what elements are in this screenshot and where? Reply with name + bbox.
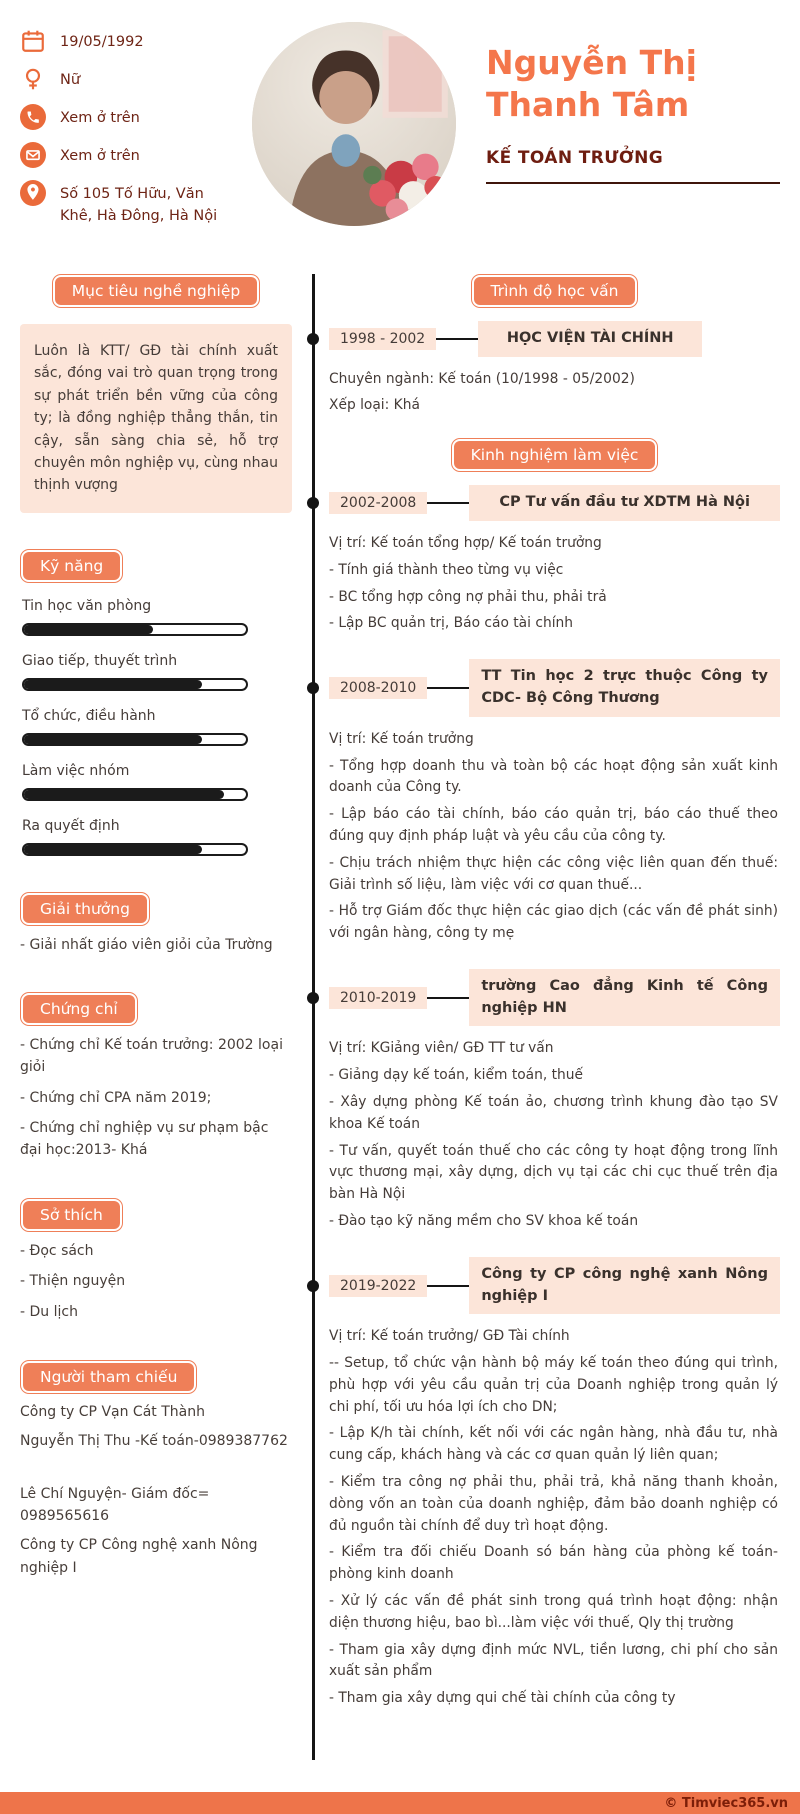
candidate-name-line1: Nguyễn Thị [486, 43, 697, 82]
contact-item-address [20, 180, 252, 228]
detail-line: - Tư vấn, quyết toán thuế cho các công ty hoạt động trong lĩnh vực thương mại, xây dựng, dịch vụ tại các chi cục thuế trên địa bàn Hà Nội [329, 1142, 778, 1203]
hobby-item: - Du lịch [20, 1304, 78, 1321]
left-column [20, 274, 312, 1586]
job-title: KẾ TOÁN TRƯỞNG [486, 148, 780, 184]
timeline-dot [307, 682, 319, 694]
awards-section [20, 892, 292, 957]
header [0, 0, 800, 240]
reference-line: Nguyễn Thị Thu -Kế toán-0989387762 [20, 1433, 288, 1450]
detail-line: - Tính giá thành theo từng vụ việc [329, 561, 564, 578]
detail-line: - Đào tạo kỹ năng mềm cho SV khoa kế toán [329, 1212, 639, 1229]
certificate-item: - Chứng chỉ nghiệp vụ sư phạm bậc đại học:2013- Khá [20, 1120, 269, 1159]
timeline-period: 2019-2022 [329, 1275, 427, 1297]
birthday-text: 19/05/1992 [60, 34, 144, 50]
detail-line: - Lập báo cáo tài chính, báo cáo quản trị, báo cáo thuế theo đúng quy định pháp luật và yêu cầu của công ty. [329, 806, 778, 844]
hobby-item: - Thiện nguyện [20, 1273, 126, 1290]
detail-line: - Kiểm tra đối chiếu Doanh só bán hàng của phòng kế toán- phòng kinh doanh [329, 1544, 778, 1583]
reference-line: Công ty CP Công nghệ xanh Nông nghiệp I [20, 1537, 258, 1576]
detail-line: Chuyên ngành: Kế toán (10/1998 - 05/2002) [329, 370, 635, 387]
detail-line: Xếp loại: Khá [329, 397, 420, 414]
timeline-title: trường Cao đẳng Kinh tế Công nghiệp HN [469, 969, 780, 1027]
reference-line: Lê Chí Nguyện- Giám đốc= 0989565616 [20, 1485, 210, 1525]
right-column [312, 274, 780, 1760]
education-entry [329, 321, 780, 417]
section-heading-objective: Mục tiêu nghề nghiệp [55, 277, 257, 305]
contact-block [20, 22, 252, 240]
timeline-title: HỌC VIỆN TÀI CHÍNH [478, 321, 702, 357]
detail-line: - Tham gia xây dựng qui chế tài chính của công ty [329, 1690, 676, 1707]
certificate-item: - Chứng chỉ Kế toán trưởng: 2002 loại giỏi [20, 1037, 283, 1076]
skill-item [22, 653, 292, 691]
timeline-connector [427, 997, 469, 999]
certificates-section [20, 992, 292, 1161]
experience-entry [329, 1257, 780, 1710]
detail-line: - Giảng dạy kế toán, kiểm toán, thuế [329, 1067, 584, 1084]
skill-label: Làm việc nhóm [22, 762, 130, 779]
section-heading-education: Trình độ học vấn [474, 277, 636, 305]
detail-line: - Xử lý các vấn đề phát sinh trong quá trình hoạt động: nhận diện thương hiệu, bao bì...làm việc với thuế, Qly thị trường [329, 1593, 778, 1631]
phone-icon [20, 104, 46, 130]
detail-line: - Tham gia xây dựng định mức NVL, tiền lương, chi phí cho sản xuất sản phẩm [329, 1641, 778, 1680]
skill-fill [24, 735, 202, 744]
email-icon [20, 142, 46, 168]
detail-line: - Hỗ trợ Giám đốc thực hiện các giao dịch (các vấn đề phát sinh) với ngân hàng, công ty mẹ [329, 903, 778, 942]
skill-bar [22, 678, 248, 691]
gender-text: Nữ [60, 72, 81, 88]
timeline-period: 2008-2010 [329, 677, 427, 699]
email-text: Xem ở trên [60, 148, 140, 164]
skill-bar [22, 733, 248, 746]
skill-label: Ra quyết định [22, 817, 120, 834]
skill-label: Tổ chức, điều hành [22, 707, 156, 724]
address-text: Số 105 Tố Hữu, Văn Khê, Hà Đông, Hà Nội [60, 186, 218, 225]
skill-bar [22, 843, 248, 856]
certificate-item: - Chứng chỉ CPA năm 2019; [20, 1089, 212, 1106]
timeline-connector [427, 1285, 469, 1287]
timeline-dot [307, 497, 319, 509]
section-heading-hobbies: Sở thích [23, 1201, 120, 1229]
main-content [0, 240, 800, 1760]
section-heading-references: Người tham chiếu [23, 1363, 194, 1391]
skill-bar [22, 788, 248, 801]
skill-item [22, 763, 292, 801]
timeline-dot [307, 1280, 319, 1292]
hobbies-section [20, 1198, 292, 1324]
timeline-period: 2002-2008 [329, 492, 427, 514]
experience-entry [329, 485, 780, 635]
detail-line: -- Setup, tổ chức vận hành bộ máy kế toán theo đúng qui trình, phù hợp với yêu cầu quản trị của Doanh nghiệp trong quản lý chi phí, tối ưu hóa lợi ích cho DN; [329, 1355, 778, 1415]
reference-line: Công ty CP Vạn Cát Thành [20, 1403, 205, 1420]
timeline-dot [307, 333, 319, 345]
detail-line: - Lập BC quản trị, Báo cáo tài chính [329, 615, 574, 632]
hobby-item: - Đọc sách [20, 1242, 94, 1259]
timeline-connector [436, 338, 478, 340]
detail-line: Vị trí: Kế toán trưởng/ GĐ Tài chính [329, 1328, 570, 1345]
award-item: - Giải nhất giáo viên giỏi của Trường [20, 936, 273, 953]
detail-line: - Xây dựng phòng Kế toán ảo, chương trình khung đào tạo SV khoa Kế toán [329, 1093, 778, 1132]
detail-line: Vị trí: Kế toán tổng hợp/ Kế toán trưởng [329, 535, 602, 552]
detail-line: - Tổng hợp doanh thu và toàn bộ các hoạt động sản xuất kinh doanh của Công ty. [329, 757, 778, 796]
skill-item [22, 818, 292, 856]
detail-line: Vị trí: Kế toán trưởng [329, 730, 474, 747]
section-heading-experience: Kinh nghiệm làm việc [454, 441, 656, 469]
skill-label: Giao tiếp, thuyết trình [22, 652, 178, 669]
section-heading-awards: Giải thưởng [23, 895, 147, 923]
objective-text: Luôn là KTT/ GĐ tài chính xuất sắc, đóng vai trò quan trọng trong sự phát triển bền vững của công ty; là đồng nghiệp thẳng thắn, tin cậy, sẵn sàng chia sẻ, hỗ trợ chuyên môn nghiệp vụ, cùng nhau thịnh vượng [20, 324, 292, 513]
skill-fill [24, 790, 224, 799]
skill-bar [22, 623, 248, 636]
timeline-title: TT Tin học 2 trực thuộc Công ty CDC- Bộ Công Thương [469, 659, 780, 717]
contact-item-birthday [20, 28, 252, 54]
contact-item-phone [20, 104, 252, 130]
detail-line: - Chịu trách nhiệm thực hiện các công việc liên quan đến thuế: Giải trình số liệu, làm việc với cơ quan thuế... [329, 854, 778, 893]
skill-fill [24, 680, 202, 689]
experience-entry [329, 659, 780, 945]
timeline-title: CP Tư vấn đầu tư XDTM Hà Nội [469, 485, 780, 521]
location-icon [20, 180, 46, 206]
gender-icon [20, 66, 46, 92]
timeline-dot [307, 992, 319, 1004]
contact-item-email [20, 142, 252, 168]
skill-label: Tin học văn phòng [22, 597, 152, 614]
detail-line: Vị trí: KGiảng viên/ GĐ TT tư vấn [329, 1040, 554, 1057]
detail-line: - BC tổng hợp công nợ phải thu, phải trả [329, 588, 607, 605]
candidate-name [486, 42, 780, 126]
timeline-title: Công ty CP công nghệ xanh Nông nghiệp I [469, 1257, 780, 1315]
references-section [20, 1360, 292, 1579]
candidate-name-line2: Thanh Tâm [486, 85, 690, 125]
timeline-period: 1998 - 2002 [329, 328, 436, 350]
phone-text: Xem ở trên [60, 110, 140, 126]
skill-fill [24, 845, 202, 854]
skill-fill [24, 625, 153, 634]
experience-entry [329, 969, 780, 1233]
timeline-connector [427, 502, 469, 504]
skill-item [22, 598, 292, 636]
skills-section [20, 549, 292, 856]
footer-copyright: © Timviec365.vn [664, 1795, 788, 1811]
section-heading-certificates: Chứng chỉ [23, 995, 135, 1023]
detail-line: - Lập K/h tài chính, kết nối với các ngân hàng, nhà đầu tư, nhà cung cấp, khách hàng và các cơ quan quản lý liên quan; [329, 1425, 778, 1464]
name-block [456, 22, 780, 240]
footer-bar [0, 1792, 800, 1814]
calendar-icon [20, 28, 46, 54]
section-heading-skills: Kỹ năng [23, 552, 120, 580]
timeline-connector [427, 687, 469, 689]
timeline-period: 2010-2019 [329, 987, 427, 1009]
profile-photo [252, 22, 456, 226]
detail-line: - Kiểm tra công nợ phải thu, phải trả, khả năng thanh khoản, dòng vốn an toàn của doanh nghiệp, đảm bảo doanh nghiệp có đủ nguồn tài chính để duy trì hoạt động. [329, 1474, 778, 1534]
skill-item [22, 708, 292, 746]
contact-item-gender [20, 66, 252, 92]
